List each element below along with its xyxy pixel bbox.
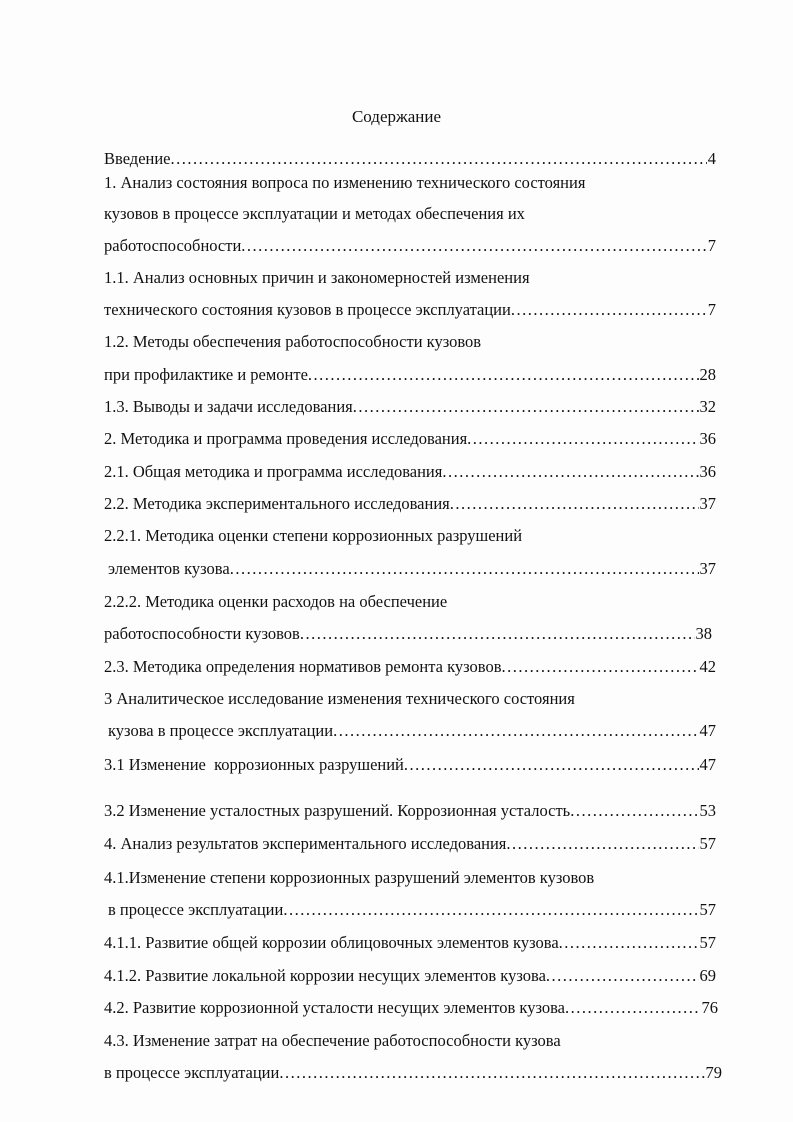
toc-page-number: 53 <box>699 801 716 820</box>
toc-leader-dots <box>442 461 698 483</box>
toc-entry-label: 2.2. Методика экспериментального исследования <box>104 494 450 513</box>
toc-entry-label: в процессе эксплуатации <box>104 1063 280 1082</box>
toc-entry-1-2 <box>104 364 716 386</box>
toc-page-number: 36 <box>699 429 716 448</box>
toc-leader-dots <box>279 1062 704 1084</box>
toc-leader-dots <box>171 148 707 170</box>
toc-page-number: 32 <box>699 397 716 416</box>
toc-page-number: 76 <box>701 998 718 1017</box>
toc-leader-dots <box>404 754 699 776</box>
toc-entry-2-2-1-line-1: 2.2.1. Методика оценки степени коррозионных разрушений <box>104 526 523 545</box>
toc-page-number: 79 <box>705 1063 722 1082</box>
toc-entry-label: 2.3. Методика определения нормативов ремонта кузовов <box>104 657 502 676</box>
toc-entry-1 <box>104 235 716 257</box>
toc-entry-4-3 <box>104 1062 722 1084</box>
toc-entry-1-line-2: кузовов в процессе эксплуатации и методах обеспечения их <box>104 204 525 223</box>
toc-leader-dots <box>283 899 698 921</box>
toc-page-number: 57 <box>699 933 716 952</box>
toc-entry-1-line-1: 1. Анализ состояния вопроса по изменению технического состояния <box>104 173 586 192</box>
toc-entry-label: 4. Анализ результатов экспериментального исследования <box>104 834 507 853</box>
toc-entry-2-2-1 <box>108 558 716 580</box>
toc-leader-dots <box>333 720 698 742</box>
toc-entry-label: 4.2. Развитие коррозионной усталости несущих элементов кузова <box>104 998 566 1017</box>
toc-leader-dots <box>230 558 699 580</box>
toc-page-number: 4 <box>707 149 716 168</box>
toc-entry-label: 3.1 Изменение коррозионных разрушений <box>104 755 404 774</box>
toc-page-number: 47 <box>699 721 716 740</box>
toc-entry-4-3-line-1: 4.3. Изменение затрат на обеспечение работоспособности кузова <box>104 1031 561 1050</box>
toc-entry-1-1-line-1: 1.1. Анализ основных причин и закономерностей изменения <box>104 268 530 287</box>
toc-entry-1-2-line-1: 1.2. Методы обеспечения работоспособности кузовов <box>104 332 482 351</box>
toc-entry-3-line-1: 3 Аналитическое исследование изменения технического состояния <box>104 689 575 708</box>
toc-page-number: 57 <box>699 900 716 919</box>
toc-entry-1-3 <box>104 396 716 418</box>
toc-leader-dots <box>511 299 707 321</box>
toc-page-number: 57 <box>699 834 716 853</box>
toc-entry-2-2 <box>104 493 716 515</box>
toc-leader-dots <box>565 997 700 1019</box>
toc-page-number: 28 <box>699 365 716 384</box>
toc-page-number: 37 <box>699 494 716 513</box>
toc-entry-4 <box>104 833 716 855</box>
toc-entry-label: при профилактике и ремонте <box>104 365 308 384</box>
toc-entry-intro <box>104 148 716 170</box>
toc-entry-2 <box>104 428 716 450</box>
toc-entry-3-2 <box>104 800 716 822</box>
toc-leader-dots <box>308 364 699 386</box>
toc-entry-label: 2.1. Общая методика и программа исследования <box>104 462 443 481</box>
toc-page-number: 47 <box>699 755 716 774</box>
toc-leader-dots <box>546 965 699 987</box>
toc-entry-label: работоспособности <box>104 236 242 255</box>
toc-entry-label: в процессе эксплуатации <box>108 900 284 919</box>
toc-entry-4-2 <box>104 997 718 1019</box>
toc-entry-2-2-2 <box>104 623 712 645</box>
toc-entry-4-1 <box>108 899 716 921</box>
toc-leader-dots <box>450 493 699 515</box>
toc-leader-dots <box>570 800 698 822</box>
toc-leader-dots <box>300 623 695 645</box>
toc-page-number: 37 <box>699 559 716 578</box>
toc-entry-2-1 <box>104 461 716 483</box>
toc-entry-2-2-2-line-1: 2.2.2. Методика оценки расходов на обеспечение <box>104 592 448 611</box>
toc-leader-dots <box>506 833 698 855</box>
toc-entry-label: 1.3. Выводы и задачи исследования <box>104 397 353 416</box>
toc-entry-label: 4.1.2. Развитие локальной коррозии несущих элементов кузова <box>104 966 546 985</box>
toc-entry-label: 2. Методика и программа проведения исследования <box>104 429 468 448</box>
toc-page-number: 42 <box>699 657 716 676</box>
toc-entry-1-1 <box>104 299 716 321</box>
toc-entry-label: кузова в процессе эксплуатации <box>108 721 334 740</box>
toc-entry-4-1-2 <box>104 965 716 987</box>
toc-leader-dots <box>502 656 699 678</box>
toc-entry-label: Введение <box>104 149 171 168</box>
page-title: Содержание <box>351 107 442 126</box>
toc-leader-dots <box>353 396 699 418</box>
toc-entry-3-1 <box>104 754 716 776</box>
toc-page-number: 7 <box>707 236 716 255</box>
toc-entry-3 <box>108 720 716 742</box>
toc-page-number: 69 <box>699 966 716 985</box>
toc-leader-dots <box>241 235 706 257</box>
toc-entry-label: 3.2 Изменение усталостных разрушений. Коррозионная усталость <box>104 801 571 820</box>
toc-page-number: 36 <box>699 462 716 481</box>
toc-page-number: 38 <box>695 624 712 643</box>
toc-entry-label: технического состояния кузовов в процессе эксплуатации <box>104 300 511 319</box>
toc-entry-4-1-line-1: 4.1.Изменение степени коррозионных разрушений элементов кузовов <box>104 868 595 887</box>
toc-page-number: 7 <box>707 300 716 319</box>
toc-leader-dots <box>467 428 698 450</box>
toc-entry-label: работоспособности кузовов <box>104 624 300 643</box>
toc-leader-dots <box>559 932 699 954</box>
toc-entry-label: элементов кузова <box>108 559 230 578</box>
toc-entry-2-3 <box>104 656 716 678</box>
toc-entry-label: 4.1.1. Развитие общей коррозии облицовочных элементов кузова <box>104 933 559 952</box>
toc-entry-4-1-1 <box>104 932 716 954</box>
